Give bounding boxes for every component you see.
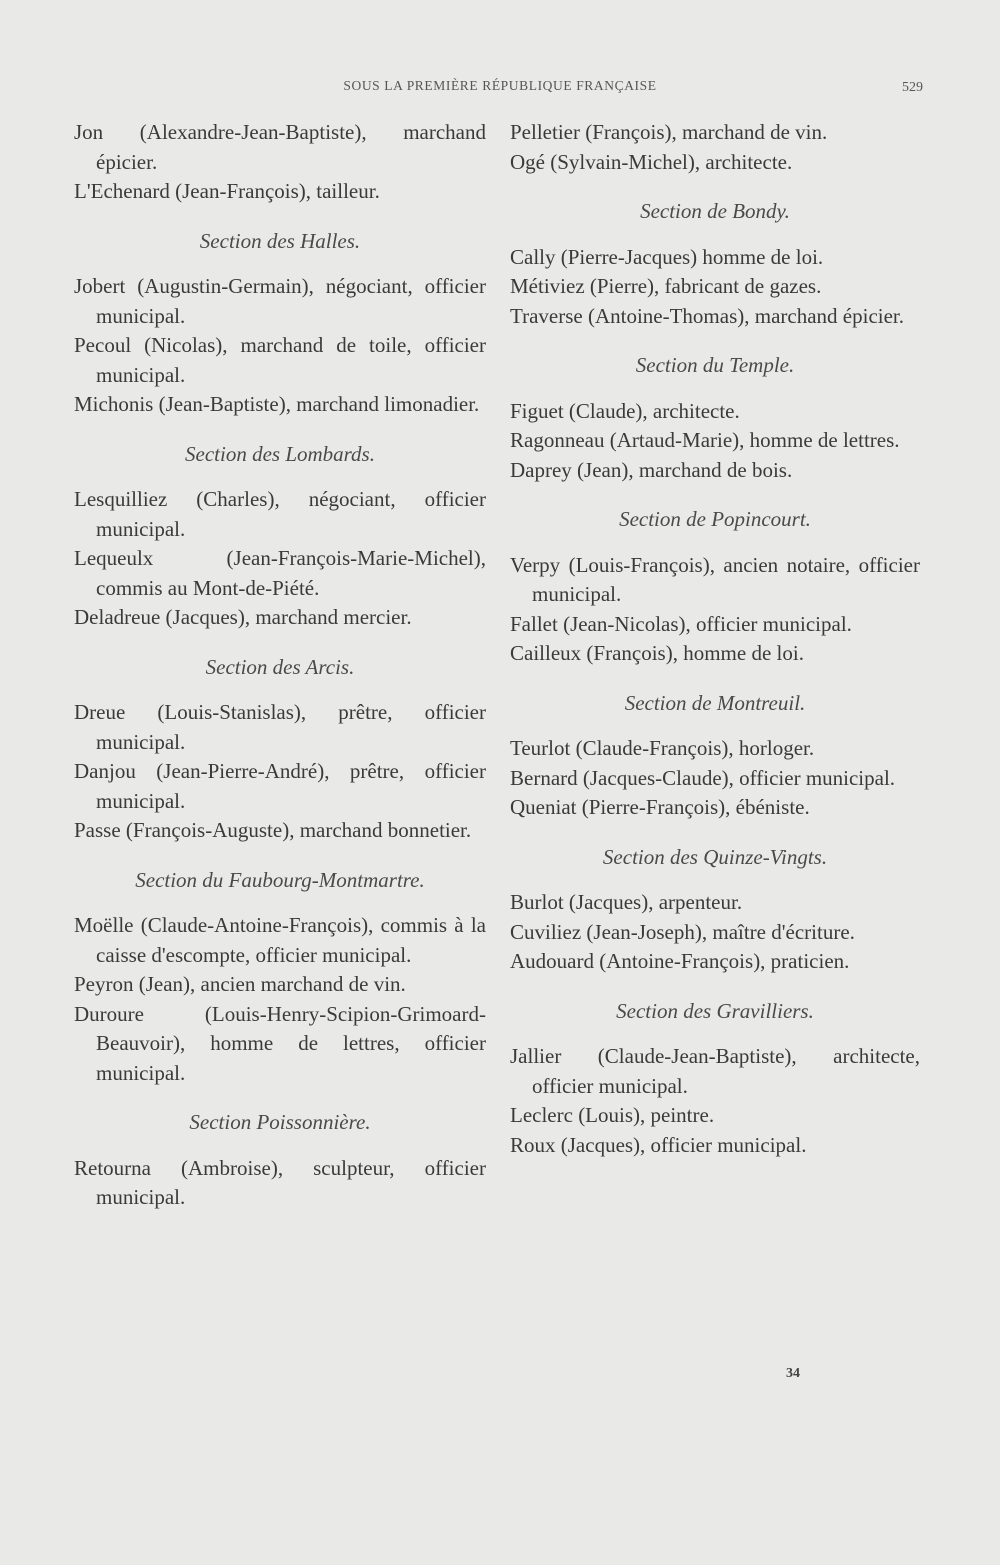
- section-heading: Section Poissonnière.: [189, 1110, 371, 1134]
- member-entry: Passe (François-Auguste), marchand bonnetier.: [74, 818, 472, 842]
- member-entry: L'Echenard (Jean-François), tailleur.: [74, 179, 380, 203]
- member-entry: Bernard (Jacques-Claude), officier municipal.: [510, 765, 896, 790]
- member-entry: Lequeulx (Jean-François-Marie-Michel), commis au Mont-de-Piété.: [74, 546, 486, 600]
- member-entry: Queniat (Pierre-François), ébéniste.: [510, 795, 810, 819]
- member-entry: Ogé (Sylvain-Michel), architecte.: [510, 149, 793, 174]
- member-entry: Cally (Pierre-Jacques) homme de loi.: [510, 244, 824, 269]
- member-entry: Burlot (Jacques), arpenteur.: [510, 890, 743, 914]
- member-entry: Métiviez (Pierre), fabricant de gazes.: [510, 274, 822, 298]
- section-heading: Section des Halles.: [199, 228, 361, 253]
- member-entry: Leclerc (Louis), peintre.: [510, 1103, 715, 1127]
- member-entry: Verpy (Louis-François), ancien notaire, officier municipal.: [510, 552, 920, 606]
- member-entry: Cuviliez (Jean-Joseph), maître d'écriture.: [510, 919, 855, 944]
- member-entry: Roux (Jacques), officier municipal.: [510, 1132, 807, 1157]
- running-head: SOUS LA PREMIÈRE RÉPUBLIQUE FRANÇAISE: [343, 78, 657, 93]
- member-entry: Figuet (Claude), architecte.: [510, 398, 740, 423]
- section-heading: Section des Gravilliers.: [616, 998, 814, 1023]
- section-heading: Section des Lombards.: [185, 441, 375, 466]
- member-entry: Daprey (Jean), marchand de bois.: [510, 457, 793, 482]
- member-entry: Teurlot (Claude-François), horloger.: [510, 736, 815, 760]
- member-entry: Jallier (Claude-Jean-Baptiste), architecte, officier municipal.: [510, 1044, 920, 1098]
- member-entry: Audouard (Antoine-François), praticien.: [510, 949, 850, 973]
- section-heading: Section de Montreuil.: [624, 690, 806, 715]
- member-entry: Duroure (Louis-Henry-Scipion-Grimoard-Beauvoir), homme de lettres, officier municipal.: [74, 1001, 486, 1085]
- member-entry: Fallet (Jean-Nicolas), officier municipal.: [510, 611, 852, 636]
- member-entry: Lesquilliez (Charles), négociant, officier municipal.: [74, 487, 486, 541]
- section-heading: Section du Temple.: [635, 353, 795, 377]
- member-entry: Pelletier (François), marchand de vin.: [510, 120, 828, 144]
- member-entry: Jobert (Augustin-Germain), négociant, officier municipal.: [74, 274, 486, 328]
- section-heading: Section des Arcis.: [205, 654, 355, 679]
- left-column: [74, 118, 486, 1213]
- section-heading: Section du Faubourg-Montmartre.: [135, 867, 425, 892]
- member-entry: Ragonneau (Artaud-Marie), homme de lettres.: [510, 428, 900, 452]
- section-heading: Section des Quinze-Vingts.: [602, 844, 828, 869]
- member-entry: Peyron (Jean), ancien marchand de vin.: [74, 972, 406, 996]
- member-entry: Cailleux (François), homme de loi.: [510, 641, 804, 665]
- page-number: 529: [902, 80, 923, 95]
- member-entry: Michonis (Jean-Baptiste), marchand limonadier.: [74, 392, 480, 416]
- member-entry: Retourna (Ambroise), sculpteur, officier municipal.: [74, 1155, 486, 1209]
- member-entry: Moëlle (Claude-Antoine-François), commis à la caisse d'escompte, officier municipal.: [74, 913, 486, 967]
- member-entry: Traverse (Antoine-Thomas), marchand épicier.: [510, 303, 905, 328]
- section-heading: Section de Popincourt.: [619, 507, 811, 531]
- member-entry: Deladreue (Jacques), marchand mercier.: [74, 605, 412, 629]
- signature-mark: 34: [786, 1366, 800, 1381]
- section-heading: Section de Bondy.: [640, 199, 790, 223]
- member-entry: Dreue (Louis-Stanislas), prêtre, officier municipal.: [74, 700, 486, 754]
- member-entry: Pecoul (Nicolas), marchand de toile, officier municipal.: [74, 333, 486, 387]
- right-column: [510, 118, 920, 1160]
- member-entry: Jon (Alexandre-Jean-Baptiste), marchand épicier.: [74, 120, 486, 174]
- member-entry: Danjou (Jean-Pierre-André), prêtre, officier municipal.: [74, 759, 486, 813]
